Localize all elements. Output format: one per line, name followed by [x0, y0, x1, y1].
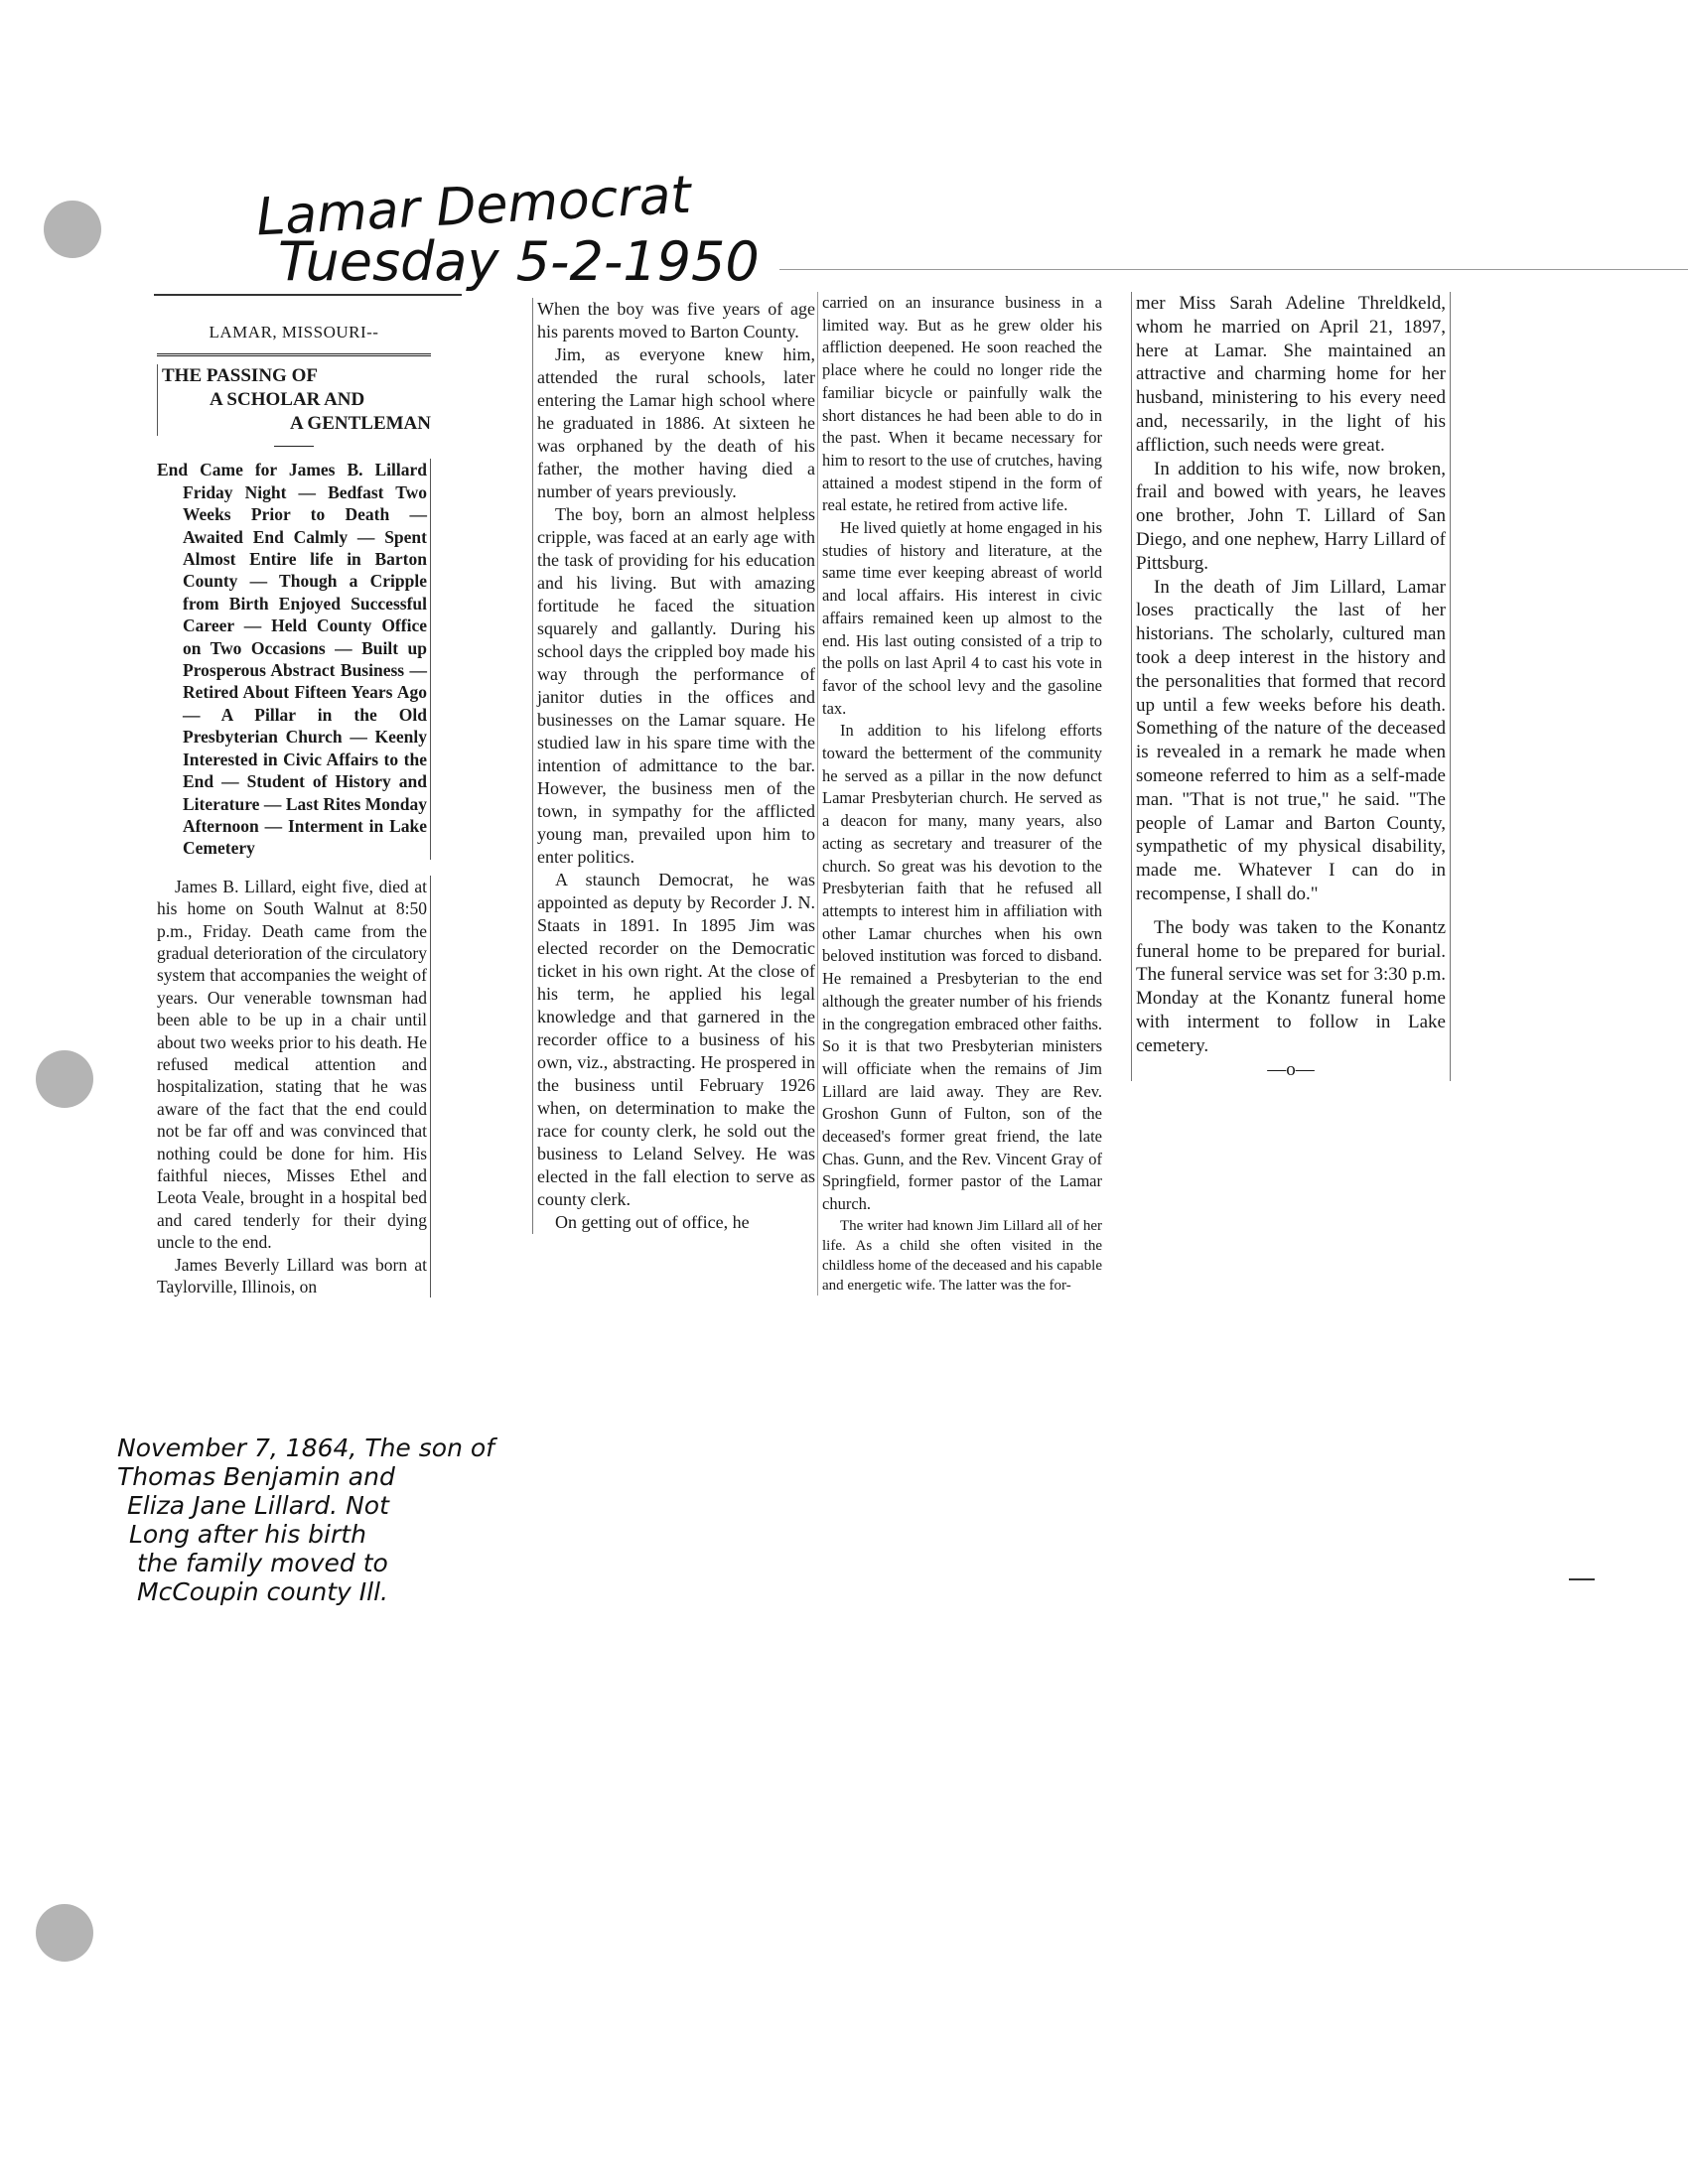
punch-hole	[36, 1904, 93, 1962]
column-3	[817, 292, 1102, 1296]
handwritten-date: Tuesday 5-2-1950	[278, 230, 760, 293]
handwritten-newspaper-name: Lamar Democrat	[254, 165, 693, 248]
column-1-body	[157, 876, 431, 1298]
paragraph: When the boy was five years of age his parents moved to Barton County.	[537, 299, 815, 341]
note-line: Eliza Jane Lillard. Not	[127, 1491, 389, 1520]
note-line: November 7, 1864, The son of	[117, 1433, 494, 1462]
paragraph: James Beverly Lillard was born at Taylorville, Illinois, on	[157, 1254, 427, 1297]
punch-hole	[44, 201, 101, 258]
subheadline: End Came for James B. Lillard Friday Night — Bedfast Two Weeks Prior to Death — Awaited End Calmly — Spent Almost Entire life in Barton County — Though a Cripple from Birth Enjoyed Successful Career — Held County Office on Two Occasions — Built up Prosperous Abstract Business — Retired About Fifteen Years Ago — A Pillar in the Old Presbyterian Church — Keenly Interested in Civic Affairs to the End — Student of History and Literature — Last Rites Monday Afternoon — Interment in Lake Cemetery	[157, 459, 431, 859]
note-line: Thomas Benjamin and	[117, 1462, 395, 1491]
column-1	[157, 316, 431, 1297]
scan-mark	[1569, 1578, 1595, 1580]
paragraph-note: The writer had known Jim Lillard all of her life. As a child she often visited in the childless home of the deceased and his capable and energetic wife. The latter was the for-	[822, 1217, 1102, 1294]
headline-line: THE PASSING OF	[162, 365, 318, 387]
top-rule	[154, 294, 462, 296]
note-line: McCoupin county Ill.	[137, 1577, 389, 1606]
paragraph: A staunch Democrat, he was appointed as deputy by Recorder J. N. Staats in 1891. In 1895 Jim was elected recorder on the Democratic ticket in his own right. At the close of his term, he applied his legal knowledge and that garnered in the recorder office to a business of his own, viz., abstracting. He prospered in the business until February 1926 when, on determination to make the race for county clerk, he sold out the business to Leland Selvey. He was elected in the fall election to serve as county clerk.	[537, 870, 815, 1209]
paragraph: James B. Lillard, eight five, died at his home on South Walnut at 8:50 p.m., Friday. Death came from the gradual deterioration of the circulatory system that accompanies the weight of years. Our venerable townsman had been able to be up in a chair until about two weeks prior to his death. He refused medical attention and hospitalization, stating that he was aware of the fact that the end could not be far off and was convinced that nothing could be done for him. His faithful nieces, Misses Ethel and Leota Veale, brought in a hospital bed and cared tenderly for their dying uncle to the end.	[157, 876, 427, 1253]
headline-line: A GENTLEMAN	[290, 413, 431, 435]
paragraph: He lived quietly at home engaged in his studies of history and literature, at the same time ever keeping abreast of world and local affairs. His interest in civic affairs remained keen up almost to the end. His last outing consisted of a trip to the polls on last April 4 to cast his vote in favor of the school levy and the gasoline tax.	[822, 518, 1102, 718]
divider	[274, 446, 314, 447]
double-rule	[157, 353, 431, 356]
paragraph: In addition to his lifelong efforts toward the betterment of the community he served as a pillar in the now defunct Lamar Presbyterian church. He served as a deacon for many, many years, also acting as secretary and treasurer of the church. So great was his devotion to the Presbyterian faith that he refused all attempts to interest him in affiliation with other Lamar churches when his own beloved institution was forced to disband. He remained a Presbyterian to the end although the greater number of his friends in the congregation embraced other faiths. So it is that two Presbyterian ministers will officiate when the remains of Jim Lillard are laid away. They are Rev. Groshon Gunn of Fulton, son of the deceased's former great friend, the late Chas. Gunn, and the Rev. Vincent Gray of Springfield, former pastor of the Lamar church.	[822, 721, 1102, 1214]
paragraph: Jim, as everyone knew him, attended the rural schools, later entering the Lamar high school where he graduated in 1886. At sixteen he was orphaned by the death of his father, the mother having died a number of years previously.	[537, 344, 815, 501]
punch-hole	[36, 1050, 93, 1108]
headline	[157, 364, 431, 436]
note-line: the family moved to	[137, 1549, 388, 1577]
paragraph: In addition to his wife, now broken, frail and bowed with years, he leaves one brother, John T. Lillard of San Diego, and one nephew, Harry Lillard of Pittsburg.	[1136, 458, 1446, 574]
handwritten-note	[117, 1433, 494, 1606]
paragraph: carried on an insurance business in a limited way. But as he grew older his affliction deepened. He soon reached the place where he could no longer ride the familiar bicycle or painfully walk the short distances he had been able to do in the past. When it became necessary for him to resort to the use of crutches, having attained a modest stipend in the form of real estate, he retired from active life.	[822, 293, 1102, 515]
paragraph: The body was taken to the Konantz funeral home to be prepared for burial. The funeral service was set for 3:30 p.m. Monday at the Konantz funeral home with interment to follow in Lake cemetery.	[1136, 916, 1446, 1056]
paragraph: In the death of Jim Lillard, Lamar loses practically the last of her historians. The scholarly, cultured man took a deep interest in the history and the personalities that formed that record up until a few weeks before his death. Something of the nature of the deceased is revealed in a remark he made when someone referred to him as a self-made man. "That is not true," he said. "The people of Lamar and Barton County, sympathetic of my physical disability, made me. Whatever I can do in recompense, I shall do."	[1136, 576, 1446, 904]
paragraph: mer Miss Sarah Adeline Threldkeld, whom he married on April 21, 1897, here at Lamar. She maintained an attractive and charming home for her husband, ministering to his every need and, necessarily, in the light of his affliction, such needs were great.	[1136, 293, 1446, 456]
note-line: Long after his birth	[129, 1520, 366, 1549]
headline-line: A SCHOLAR AND	[210, 389, 365, 411]
end-mark: —o—	[1267, 1058, 1315, 1080]
paragraph: The boy, born an almost helpless cripple, was faced at an early age with the task of providing for his education and his living. But with amazing fortitude he faced the situation squarely and gallantly. During his school days the crippled boy made his way through the performance of janitor duties in the offices and businesses on the Lamar square. He studied law in his spare time with the intention of admittance to the bar. However, the business men of the town, in sympathy for the afflicted young man, prevailed upon him to enter politics.	[537, 504, 815, 867]
top-rule	[779, 269, 1688, 270]
dateline: LAMAR, MISSOURI--	[209, 323, 379, 341]
column-4	[1131, 292, 1451, 1081]
paragraph: On getting out of office, he	[555, 1212, 750, 1232]
column-2	[532, 298, 815, 1234]
